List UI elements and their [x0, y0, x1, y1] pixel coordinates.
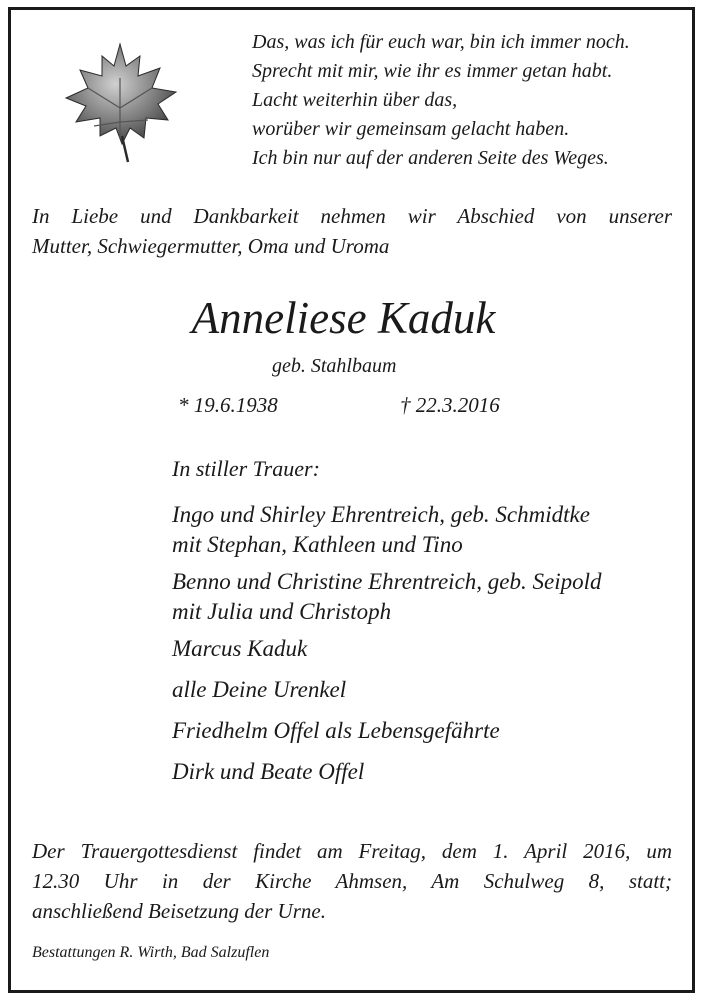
- mourner-entry: [172, 716, 601, 746]
- mourner-entry: [172, 500, 601, 560]
- service-info: [32, 836, 672, 926]
- poem-line: Lacht weiterhin über das,: [252, 89, 458, 111]
- birth-name: geb. Stahlbaum: [272, 355, 397, 377]
- poem-line: Sprecht mit mir, wie ihr es immer getan habt.: [252, 60, 613, 82]
- poem: [252, 28, 630, 173]
- mourner-line: alle Deine Urenkel: [172, 677, 347, 702]
- mourner-line: Marcus Kaduk: [172, 636, 308, 661]
- poem-line: worüber wir gemeinsam gelacht haben.: [252, 118, 570, 140]
- mourner-line: Ingo und Shirley Ehrentreich, geb. Schmidtke: [172, 502, 590, 527]
- deceased-name: Anneliese Kaduk: [191, 293, 496, 343]
- funeral-home: Bestattungen R. Wirth, Bad Salzuflen: [32, 944, 270, 961]
- mourner-entry: [172, 757, 601, 787]
- mourner-line: Benno und Christine Ehrentreich, geb. Seipold: [172, 569, 602, 594]
- mourner-line: mit Stephan, Kathleen und Tino: [172, 532, 463, 557]
- service-line: 12.30 Uhr in der Kirche Ahmsen, Am Schulweg 8, statt;: [32, 869, 672, 893]
- death-date: † 22.3.2016: [400, 393, 500, 417]
- poem-line: Ich bin nur auf der anderen Seite des Weges.: [252, 147, 609, 169]
- service-line: Der Trauergottesdienst findet am Freitag, dem 1. April 2016, um: [32, 839, 672, 863]
- mourner-entry: [172, 567, 601, 627]
- farewell-text: [32, 201, 672, 261]
- poem-line: Das, was ich für euch war, bin ich immer noch.: [252, 31, 630, 53]
- mourners-heading: In stiller Trauer:: [172, 456, 320, 481]
- mourner-entry: [172, 675, 601, 705]
- service-line: anschließend Beisetzung der Urne.: [32, 899, 326, 923]
- birth-date: * 19.6.1938: [178, 393, 278, 417]
- mourner-line: Friedhelm Offel als Lebensgefährte: [172, 718, 500, 743]
- mourner-line: mit Julia und Christoph: [172, 599, 392, 624]
- mourner-line: Dirk und Beate Offel: [172, 759, 365, 784]
- maple-leaf-icon: [56, 38, 184, 166]
- mourner-entry: [172, 634, 601, 664]
- farewell-line: In Liebe und Dankbarkeit nehmen wir Abschied von unserer: [32, 204, 672, 228]
- farewell-line: Mutter, Schwiegermutter, Oma und Uroma: [32, 234, 390, 258]
- mourners-list: [172, 500, 601, 787]
